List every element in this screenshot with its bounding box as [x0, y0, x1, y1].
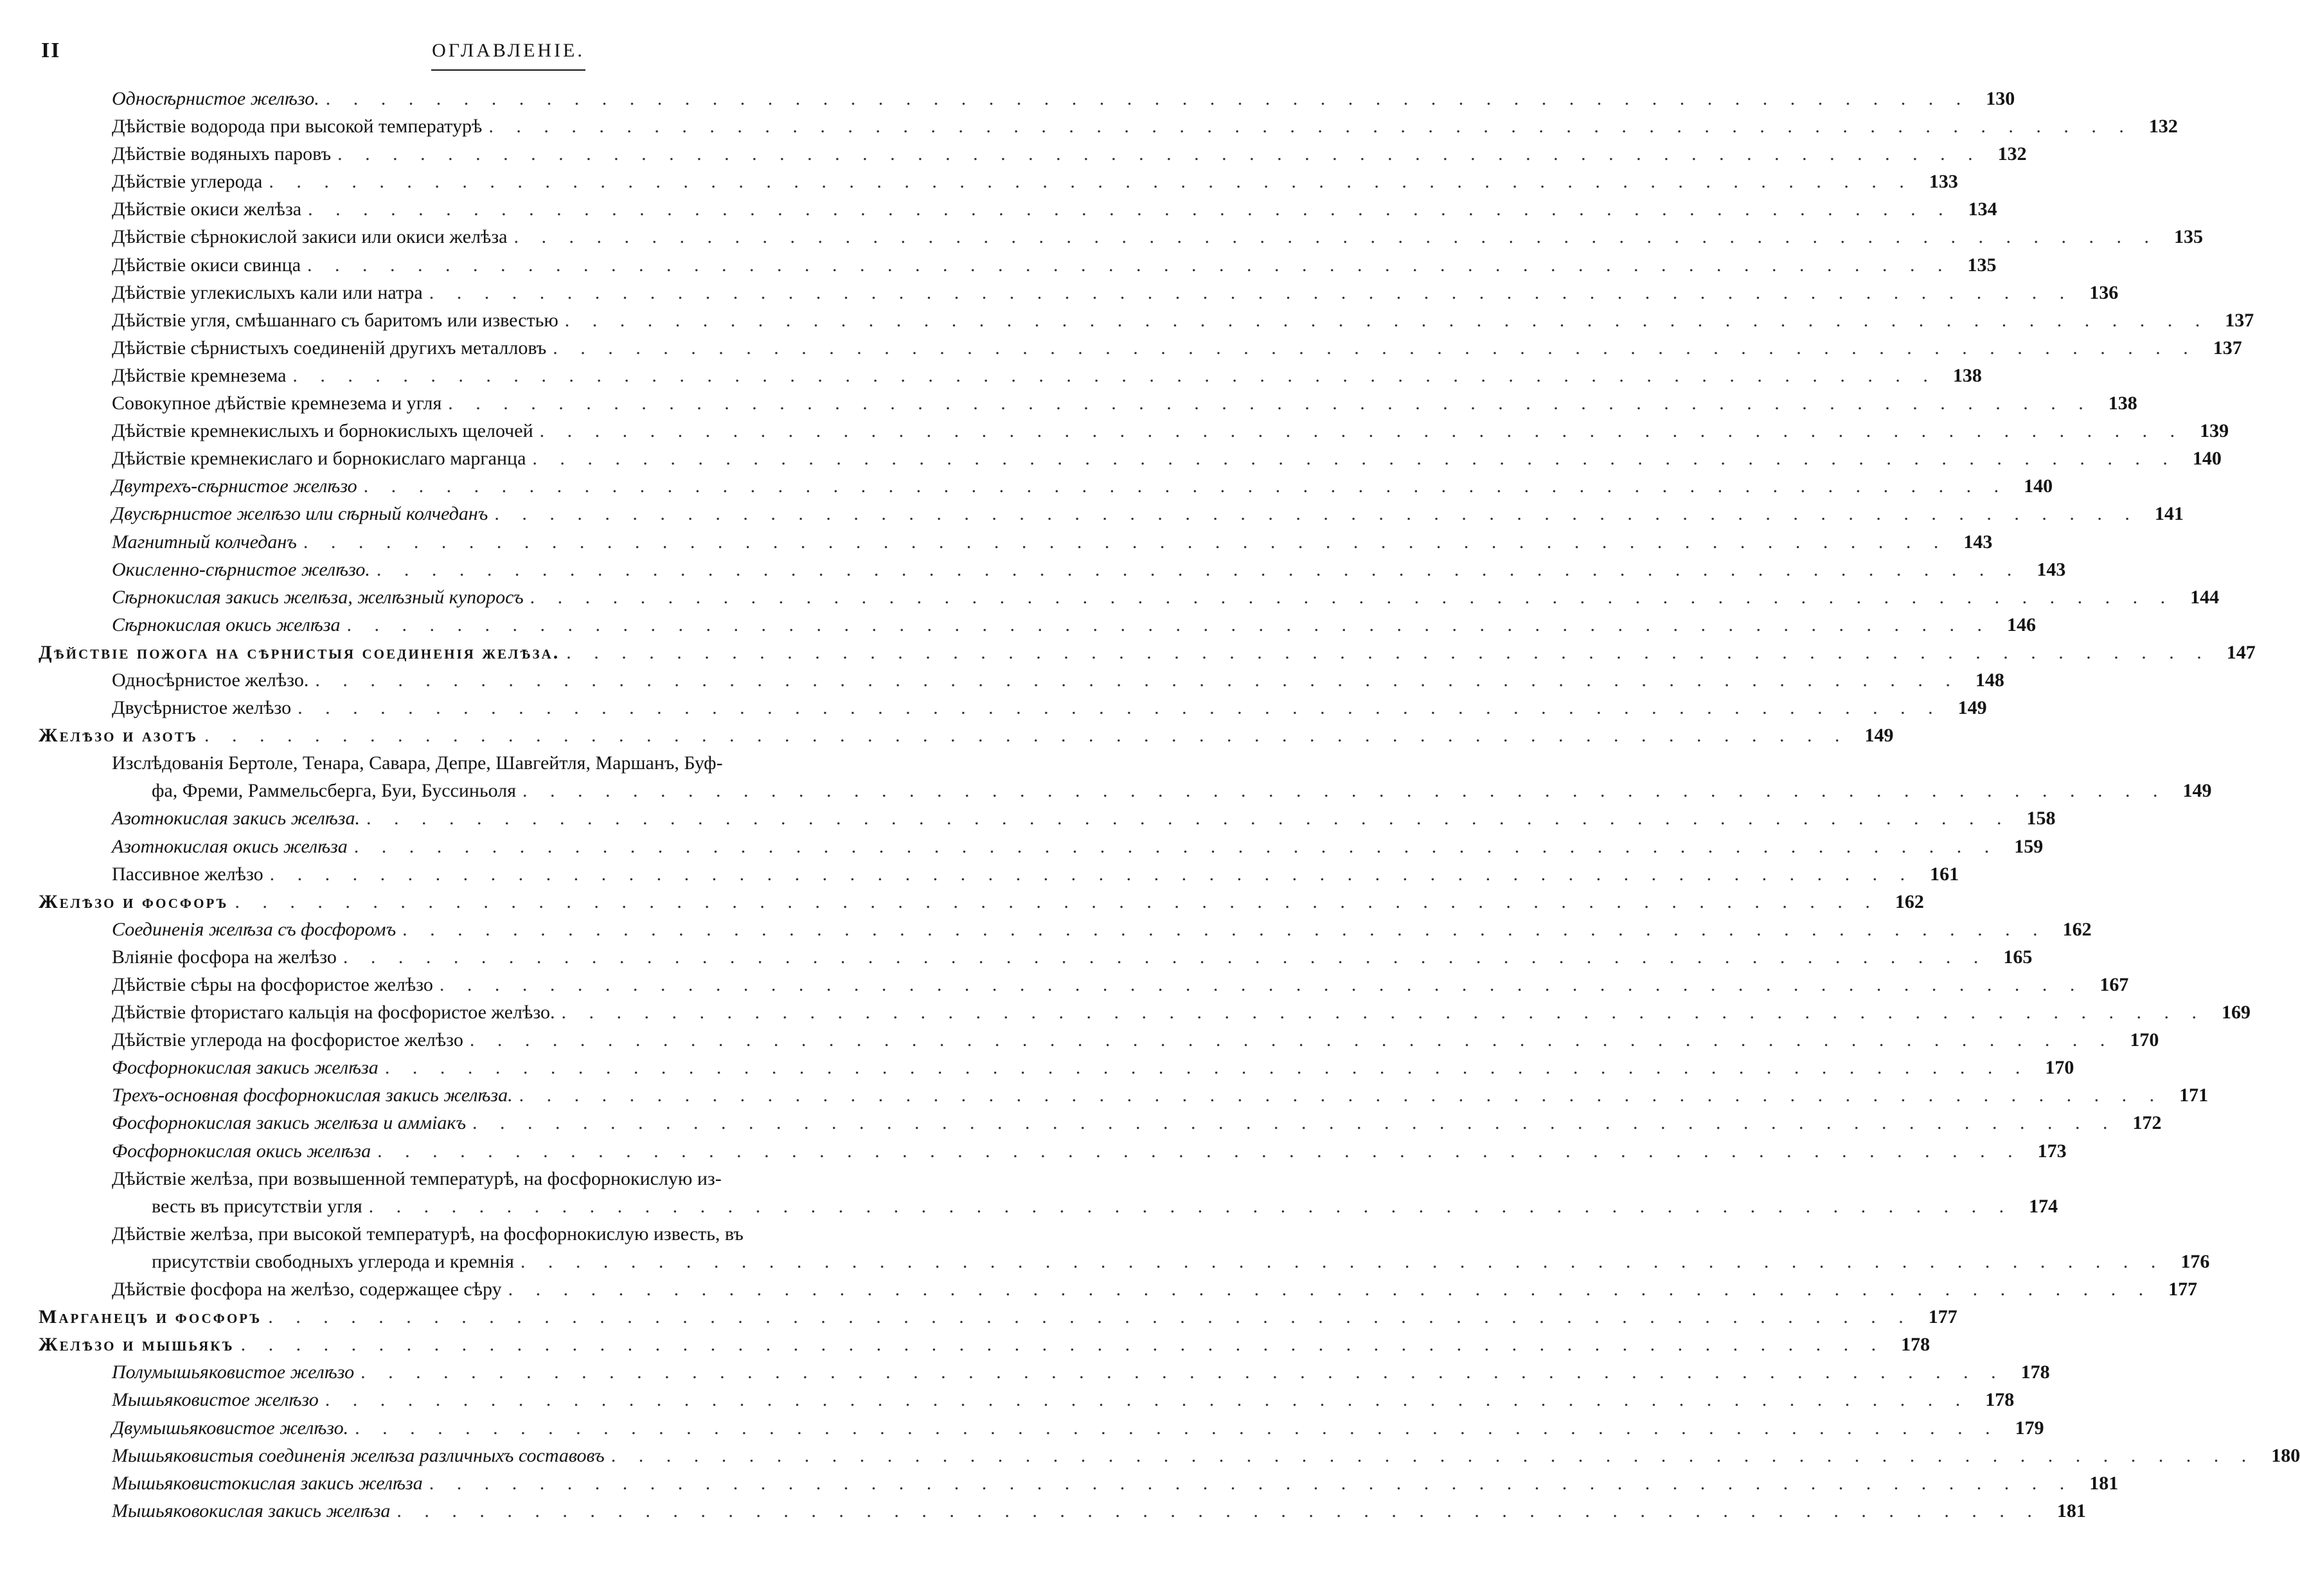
toc-entry[interactable]	[0, 500, 2184, 528]
dot-leader: . . . . . . . . . . . . . . . . . . . . . . . . . . . . . . . . . . . . . . . . . . . . . . . . . . . . . . . . . . . .	[325, 1389, 1970, 1411]
toc-entry[interactable]	[0, 112, 2178, 140]
toc-section-heading[interactable]	[0, 888, 1924, 916]
dot-leader: . . . . . . . . . . . . . . . . . . . . . . . . . . . . . . . . . . . . . . . . . . . . . . . . . . . . . . . . . . . .	[355, 1417, 1999, 1439]
dot-leader: . . . . . . . . . . . . . . . . . . . . . . . . . . . . . . . . . . . . . . . . . . . . . . . . . . . . . . . . . . . .	[402, 918, 2047, 940]
toc-page-number: 165	[2003, 946, 2033, 968]
toc-entry-text: Трехъ-основная фосфорнокислая закись желѣза.	[112, 1085, 513, 1106]
toc-entry-text: Дѣйствіе водорода при высокой температурѣ	[112, 116, 483, 137]
toc-page-number: 138	[2108, 393, 2137, 414]
toc-entry[interactable]	[0, 860, 1959, 888]
toc-page-number: 132	[2148, 116, 2178, 137]
dot-leader: . . . . . . . . . . . . . . . . . . . . . . . . . . . . . . . . . . . . . . . . . . . . . . . . . . . . . . . . . . . .	[366, 808, 2011, 829]
toc-entry-text: Дѣйствіе сѣры на фосфористое желѣзо	[112, 974, 433, 995]
table-of-contents	[0, 85, 2300, 1525]
toc-page-number: 143	[2037, 558, 2066, 580]
dot-leader: . . . . . . . . . . . . . . . . . . . . . . . . . . . . . . . . . . . . . . . . . . . . . . . . . . . . . . . . . . . .	[520, 1250, 2165, 1272]
toc-page-number: 139	[2200, 420, 2229, 442]
toc-entry-text: Дѣйствіе сѣрнистыхъ соединеній другихъ металловъ	[112, 337, 547, 359]
toc-page-number: 179	[2015, 1417, 2044, 1439]
page-number: II	[41, 39, 61, 62]
toc-section-heading[interactable]	[0, 639, 2256, 666]
toc-entry[interactable]	[0, 971, 2129, 998]
toc-entry-text: Желѣзо и фосфоръ	[39, 891, 229, 912]
toc-page-number: 133	[1929, 171, 1958, 193]
dot-leader: . . . . . . . . . . . . . . . . . . . . . . . . . . . . . . . . . . . . . . . . . . . . . . . . . . . . . . . . . . . .	[307, 254, 1952, 276]
toc-entry-text: Пассивное желѣзо	[112, 863, 263, 885]
toc-page-number: 143	[1963, 531, 1993, 553]
toc-entry-text: Дѣйствіе пожога на сѣрнистыя соединенія желѣза.	[39, 641, 560, 663]
toc-page-number: 171	[2179, 1085, 2209, 1106]
dot-leader: . . . . . . . . . . . . . . . . . . . . . . . . . . . . . . . . . . . . . . . . . . . . . . . . . . . . . . . . . . . .	[353, 835, 1999, 857]
toc-entry-text: Дѣйствіе углекислыхъ кали или натра	[112, 281, 423, 303]
toc-entry-text: Окисленно-сѣрнистое желѣзо.	[112, 558, 370, 580]
toc-entry[interactable]	[0, 417, 2229, 445]
toc-page-number: 135	[2174, 226, 2203, 248]
toc-page-number: 159	[2014, 835, 2044, 857]
toc-entry[interactable]	[0, 1165, 2058, 1220]
toc-entry-text-continuation: весть въ присутствіи угля	[152, 1195, 362, 1217]
toc-entry[interactable]	[0, 916, 2092, 943]
toc-page-number: 178	[1985, 1389, 2015, 1411]
toc-page-number: 134	[1968, 199, 1997, 220]
title-underline	[431, 69, 585, 71]
toc-section-heading[interactable]	[0, 1331, 1930, 1358]
toc-entry[interactable]	[0, 1469, 2119, 1497]
dot-leader: . . . . . . . . . . . . . . . . . . . . . . . . . . . . . . . . . . . . . . . . . . . . . . . . . . . . . . . . . . . .	[553, 337, 2197, 359]
dot-leader: . . . . . . . . . . . . . . . . . . . . . . . . . . . . . . . . . . . . . . . . . . . . . . . . . . . . . . . . . . . .	[561, 1002, 2206, 1024]
toc-page-number: 132	[1997, 143, 2027, 165]
toc-page-number: 140	[2024, 475, 2053, 497]
toc-page-number: 149	[1864, 725, 1894, 747]
toc-entry[interactable]	[0, 833, 2044, 860]
dot-leader: . . . . . . . . . . . . . . . . . . . . . . . . . . . . . . . . . . . . . . . . . . . . . . . . . . . . . . . . . . . .	[268, 1306, 1912, 1328]
dot-leader: . . . . . . . . . . . . . . . . . . . . . . . . . . . . . . . . . . . . . . . . . . . . . . . . . . . . . . . . . . . .	[346, 614, 1992, 635]
toc-entry[interactable]	[0, 195, 1997, 223]
dot-leader: . . . . . . . . . . . . . . . . . . . . . . . . . . . . . . . . . . . . . . . . . . . . . . . . . . . . . . . . . . . .	[532, 448, 2177, 470]
dot-leader: . . . . . . . . . . . . . . . . . . . . . . . . . . . . . . . . . . . . . . . . . . . . . . . . . . . . . . . . . . . .	[469, 1029, 2114, 1051]
toc-entry-text: Фосфорнокислая окись желѣза	[112, 1140, 371, 1162]
dot-leader: . . . . . . . . . . . . . . . . . . . . . . . . . . . . . . . . . . . . . . . . . . . . . . . . . . . . . . . . . . . .	[439, 974, 2084, 995]
dot-leader: . . . . . . . . . . . . . . . . . . . . . . . . . . . . . . . . . . . . . . . . . . . . . . . . . . . . . . . . . . . .	[488, 116, 2133, 137]
dot-leader: . . . . . . . . . . . . . . . . . . . . . . . . . . . . . . . . . . . . . . . . . . . . . . . . . . . . . . . . . . . .	[361, 1361, 2005, 1383]
toc-page-number: 169	[2222, 1002, 2251, 1024]
toc-page-number: 137	[2213, 337, 2242, 359]
dot-leader: . . . . . . . . . . . . . . . . . . . . . . . . . . . . . . . . . . . . . . . . . . . . . . . . . . . . . . . . . . . .	[522, 780, 2167, 802]
toc-page-number: 146	[2007, 614, 2037, 635]
toc-entry-text: Дѣйствіе углерода на фосфористое желѣзо	[112, 1029, 463, 1051]
dot-leader: . . . . . . . . . . . . . . . . . . . . . . . . . . . . . . . . . . . . . . . . . . . . . . . . . . . . . . . . . . . .	[539, 420, 2184, 442]
toc-entry[interactable]	[0, 251, 1997, 279]
toc-entry[interactable]	[0, 1386, 2015, 1414]
toc-entry-text: Соединенія желѣза съ фосфоромъ	[112, 918, 397, 940]
toc-entry-text: Азотнокислая окись желѣза	[112, 835, 348, 857]
toc-entry[interactable]	[0, 804, 2056, 832]
dot-leader: . . . . . . . . . . . . . . . . . . . . . . . . . . . . . . . . . . . . . . . . . . . . . . . . . . . . . . . . . . . .	[397, 1500, 2041, 1521]
toc-section-heading[interactable]	[0, 722, 1894, 749]
toc-section-heading[interactable]	[0, 1303, 1957, 1331]
toc-entry[interactable]	[0, 85, 2015, 112]
toc-page-number: 177	[2168, 1279, 2198, 1300]
toc-entry-text: Дѣйствіе желѣза, при высокой температурѣ, на фосфорнокислую известь, въ	[112, 1223, 744, 1245]
toc-entry-text: Магнитный колчеданъ	[112, 531, 297, 553]
toc-entry[interactable]	[0, 168, 1958, 195]
toc-entry-text-continuation: присутствіи свободныхъ углерода и кремнія	[152, 1250, 514, 1272]
dot-leader: . . . . . . . . . . . . . . . . . . . . . . . . . . . . . . . . . . . . . . . . . . . . . . . . . . . . . . . . . . . .	[269, 171, 1913, 193]
dot-leader: . . . . . . . . . . . . . . . . . . . . . . . . . . . . . . . . . . . . . . . . . . . . . . . . . . . . . . . . . . . .	[315, 669, 1959, 691]
dot-leader: . . . . . . . . . . . . . . . . . . . . . . . . . . . . . . . . . . . . . . . . . . . . . . . . . . . . . . . . . . . .	[513, 226, 2158, 248]
toc-entry-text: Желѣзо и мышьякъ	[39, 1334, 235, 1356]
toc-entry[interactable]	[0, 1497, 2086, 1525]
dot-leader: . . . . . . . . . . . . . . . . . . . . . . . . . . . . . . . . . . . . . . . . . . . . . . . . . . . . . . . . . . . .	[429, 1472, 2074, 1494]
toc-entry[interactable]	[0, 472, 2053, 500]
toc-entry-text: Дѣйствіе кремнекислаго и борнокислаго марганца	[112, 448, 526, 470]
dot-leader: . . . . . . . . . . . . . . . . . . . . . . . . . . . . . . . . . . . . . . . . . . . . . . . . . . . . . . . . . . . .	[269, 863, 1914, 885]
page-header	[0, 37, 1036, 76]
toc-entry[interactable]	[0, 1109, 2162, 1137]
toc-entry-text: Мышьяковистокислая закись желѣза	[112, 1472, 423, 1494]
toc-entry-text: Дѣйствіе фтористаго кальція на фосфористое желѣзо.	[112, 1002, 555, 1024]
toc-entry[interactable]	[0, 1275, 2198, 1303]
toc-entry-text: Дѣйствіе окиси свинца	[112, 254, 301, 276]
dot-leader: . . . . . . . . . . . . . . . . . . . . . . . . . . . . . . . . . . . . . . . . . . . . . . . . . . . . . . . . . . . .	[240, 1334, 1885, 1356]
toc-page-number: 130	[1986, 88, 2015, 109]
toc-page-number: 149	[2182, 780, 2212, 802]
dot-leader: . . . . . . . . . . . . . . . . . . . . . . . . . . . . . . . . . . . . . . . . . . . . . . . . . . . . . . . . . . . .	[519, 1085, 2164, 1106]
toc-entry-text: Дѣйствіе сѣрнокислой закиси или окиси желѣза	[112, 226, 508, 248]
toc-page-number: 137	[2225, 309, 2254, 331]
toc-entry[interactable]	[0, 556, 2066, 583]
toc-entry[interactable]	[0, 1026, 2159, 1054]
toc-entry-text: Дѣйствіе углерода	[112, 171, 263, 193]
dot-leader: . . . . . . . . . . . . . . . . . . . . . . . . . . . . . . . . . . . . . . . . . . . . . . . . . . . . . . . . . . . .	[298, 697, 1942, 719]
dot-leader: . . . . . . . . . . . . . . . . . . . . . . . . . . . . . . . . . . . . . . . . . . . . . . . . . . . . . . . . . . . .	[429, 281, 2074, 303]
toc-page-number: 172	[2132, 1112, 2162, 1134]
toc-entry[interactable]	[0, 140, 2027, 168]
toc-entry[interactable]	[0, 445, 2222, 472]
dot-leader: . . . . . . . . . . . . . . . . . . . . . . . . . . . . . . . . . . . . . . . . . . . . . . . . . . . . . . . . . . . .	[508, 1279, 2153, 1300]
dot-leader: . . . . . . . . . . . . . . . . . . . . . . . . . . . . . . . . . . . . . . . . . . . . . . . . . . . . . . . . . . . .	[566, 641, 2211, 663]
dot-leader: . . . . . . . . . . . . . . . . . . . . . . . . . . . . . . . . . . . . . . . . . . . . . . . . . . . . . . . . . . . .	[292, 364, 1937, 386]
toc-entry-text: Дѣйствіе угля, смѣшаннаго съ баритомъ или известью	[112, 309, 558, 331]
dot-leader: . . . . . . . . . . . . . . . . . . . . . . . . . . . . . . . . . . . . . . . . . . . . . . . . . . . . . . . . . . . .	[363, 475, 2008, 497]
toc-page-number: 170	[2045, 1057, 2074, 1079]
toc-entry[interactable]	[0, 998, 2251, 1026]
toc-entry-text: Двусѣрнистое желѣзо или сѣрный колчеданъ	[112, 503, 488, 525]
toc-entry-text: Односѣрнистое желѣзо.	[112, 88, 319, 109]
toc-page-number: 138	[1952, 364, 1982, 386]
toc-page-number: 174	[2029, 1195, 2058, 1217]
toc-entry-text: Фосфорнокислая закись желѣза и аммiакъ	[112, 1112, 467, 1134]
toc-entry[interactable]	[0, 389, 2137, 417]
toc-entry[interactable]	[0, 279, 2119, 306]
dot-leader: . . . . . . . . . . . . . . . . . . . . . . . . . . . . . . . . . . . . . . . . . . . . . . . . . . . . . . . . . . . .	[235, 891, 1879, 912]
toc-page-number: 136	[2089, 281, 2119, 303]
toc-page-number: 178	[2020, 1361, 2050, 1383]
toc-entry-text: Дѣйствіе желѣза, при возвышенной температурѣ, на фосфорнокислую из-	[112, 1167, 722, 1189]
toc-entry-text: Мышьяковокислая закись желѣза	[112, 1500, 391, 1521]
toc-entry[interactable]	[0, 611, 2037, 639]
toc-entry-text: Сѣрнокислая закись желѣза, желѣзный купоросъ	[112, 586, 524, 608]
toc-page-number: 181	[2056, 1500, 2086, 1521]
toc-entry-text: Совокупное дѣйствіе кремнезема и угля	[112, 393, 442, 414]
toc-entry[interactable]	[0, 1081, 2209, 1109]
dot-leader: . . . . . . . . . . . . . . . . . . . . . . . . . . . . . . . . . . . . . . . . . . . . . . . . . . . . . . . . . . . .	[204, 725, 1849, 747]
dot-leader: . . . . . . . . . . . . . . . . . . . . . . . . . . . . . . . . . . . . . . . . . . . . . . . . . . . . . . . . . . . .	[376, 558, 2021, 580]
toc-entry[interactable]	[0, 749, 2212, 804]
toc-page-number: 140	[2192, 448, 2222, 470]
toc-entry-text: Двусѣрнистое желѣзо	[112, 697, 292, 719]
toc-entry-text: Мышьяковистыя соединенія желѣза различныхъ составовъ	[112, 1444, 605, 1466]
toc-page-number: 180	[2271, 1444, 2300, 1466]
toc-entry-text: Изслѣдованія Бертоле, Тенара, Савара, Депре, Шавгейтля, Маршанъ, Буф-	[112, 752, 723, 774]
toc-page-number: 177	[1928, 1306, 1957, 1328]
toc-entry-text: Дѣйствіе кремнезема	[112, 364, 287, 386]
toc-entry[interactable]	[0, 1442, 2300, 1469]
toc-page-number: 149	[1957, 697, 1987, 719]
toc-entry[interactable]	[0, 334, 2242, 362]
toc-entry[interactable]	[0, 1414, 2044, 1442]
dot-leader: . . . . . . . . . . . . . . . . . . . . . . . . . . . . . . . . . . . . . . . . . . . . . . . . . . . . . . . . . . . .	[472, 1112, 2117, 1134]
toc-page-number: 170	[2130, 1029, 2159, 1051]
dot-leader: . . . . . . . . . . . . . . . . . . . . . . . . . . . . . . . . . . . . . . . . . . . . . . . . . . . . . . . . . . . .	[303, 531, 1948, 553]
dot-leader: . . . . . . . . . . . . . . . . . . . . . . . . . . . . . . . . . . . . . . . . . . . . . . . . . . . . . . . . . . . .	[368, 1195, 2013, 1217]
dot-leader: . . . . . . . . . . . . . . . . . . . . . . . . . . . . . . . . . . . . . . . . . . . . . . . . . . . . . . . . . . . .	[343, 946, 1988, 968]
toc-page-number: 173	[2037, 1140, 2067, 1162]
toc-page-number: 178	[1901, 1334, 1930, 1356]
toc-entry[interactable]	[0, 943, 2033, 971]
dot-leader: . . . . . . . . . . . . . . . . . . . . . . . . . . . . . . . . . . . . . . . . . . . . . . . . . . . . . . . . . . . .	[308, 199, 1952, 220]
dot-leader: . . . . . . . . . . . . . . . . . . . . . . . . . . . . . . . . . . . . . . . . . . . . . . . . . . . . . . . . . . . .	[448, 393, 2092, 414]
toc-entry-text: Двутрехъ-сѣрнистое желѣзо	[112, 475, 357, 497]
dot-leader: . . . . . . . . . . . . . . . . . . . . . . . . . . . . . . . . . . . . . . . . . . . . . . . . . . . . . . . . . . . .	[494, 503, 2139, 525]
page-title: ОГЛАВЛЕНІЕ.	[432, 40, 585, 61]
toc-entry-text: Азотнокислая закись желѣза.	[112, 808, 361, 829]
toc-entry[interactable]	[0, 694, 1987, 722]
toc-page-number: 141	[2154, 503, 2184, 525]
toc-entry[interactable]	[0, 223, 2203, 251]
toc-entry-text: Мышьяковистое желѣзо	[112, 1389, 319, 1411]
toc-entry-text: Дѣйствіе окиси желѣза	[112, 199, 302, 220]
toc-entry-text: Полумышьяковистое желѣзо	[112, 1361, 355, 1383]
toc-page-number: 167	[2099, 974, 2129, 995]
toc-page-number: 148	[1975, 669, 2004, 691]
toc-entry[interactable]	[0, 1137, 2067, 1165]
dot-leader: . . . . . . . . . . . . . . . . . . . . . . . . . . . . . . . . . . . . . . . . . . . . . . . . . . . . . . . . . . . .	[377, 1140, 2022, 1162]
toc-page-number: 161	[1930, 863, 1959, 885]
toc-entry-text: Фосфорнокислая закись желѣза	[112, 1057, 379, 1079]
dot-leader: . . . . . . . . . . . . . . . . . . . . . . . . . . . . . . . . . . . . . . . . . . . . . . . . . . . . . . . . . . . .	[337, 143, 1982, 165]
toc-entry[interactable]	[0, 306, 2254, 334]
toc-page-number: 144	[2190, 586, 2220, 608]
toc-entry-text: Сѣрнокислая окись желѣза	[112, 614, 341, 635]
toc-page-number: 181	[2089, 1472, 2119, 1494]
toc-entry-text: Марганецъ и фосфоръ	[39, 1306, 262, 1328]
toc-entry-text-continuation: фа, Фреми, Раммельсберга, Буи, Буссиньоля	[152, 780, 517, 802]
toc-entry[interactable]	[0, 1220, 2210, 1275]
toc-entry[interactable]	[0, 528, 1993, 556]
toc-page-number: 135	[1967, 254, 1997, 276]
toc-entry[interactable]	[0, 1358, 2050, 1386]
toc-entry[interactable]	[0, 666, 2004, 694]
toc-entry-text: Дѣйствіе водяныхъ паровъ	[112, 143, 332, 165]
toc-entry-text: Дѣйствіе фосфора на желѣзо, содержащее сѣру	[112, 1279, 502, 1300]
toc-page-number: 147	[2226, 641, 2256, 663]
toc-entry-text: Вліяніе фосфора на желѣзо	[112, 946, 337, 968]
dot-leader: . . . . . . . . . . . . . . . . . . . . . . . . . . . . . . . . . . . . . . . . . . . . . . . . . . . . . . . . . . . .	[530, 586, 2175, 608]
dot-leader: . . . . . . . . . . . . . . . . . . . . . . . . . . . . . . . . . . . . . . . . . . . . . . . . . . . . . . . . . . . .	[384, 1057, 2029, 1079]
toc-page-number: 162	[2062, 918, 2092, 940]
toc-entry[interactable]	[0, 362, 1982, 389]
dot-leader: . . . . . . . . . . . . . . . . . . . . . . . . . . . . . . . . . . . . . . . . . . . . . . . . . . . . . . . . . . . .	[564, 309, 2209, 331]
toc-entry[interactable]	[0, 1054, 2074, 1081]
toc-entry[interactable]	[0, 583, 2220, 611]
toc-page-number: 158	[2026, 808, 2056, 829]
dot-leader: . . . . . . . . . . . . . . . . . . . . . . . . . . . . . . . . . . . . . . . . . . . . . . . . . . . . . . . . . . . .	[611, 1444, 2256, 1466]
dot-leader: . . . . . . . . . . . . . . . . . . . . . . . . . . . . . . . . . . . . . . . . . . . . . . . . . . . . . . . . . . . .	[325, 88, 1970, 109]
toc-entry-text: Дѣйствіе кремнекислыхъ и борнокислыхъ щелочей	[112, 420, 533, 442]
toc-page-number: 162	[1894, 891, 1924, 912]
toc-entry-text: Односѣрнистое желѣзо.	[112, 669, 309, 691]
toc-entry-text: Двумышьяковистое желѣзо.	[112, 1417, 349, 1439]
toc-page-number: 176	[2180, 1250, 2210, 1272]
toc-entry-text: Желѣзо и азотъ	[39, 725, 198, 747]
